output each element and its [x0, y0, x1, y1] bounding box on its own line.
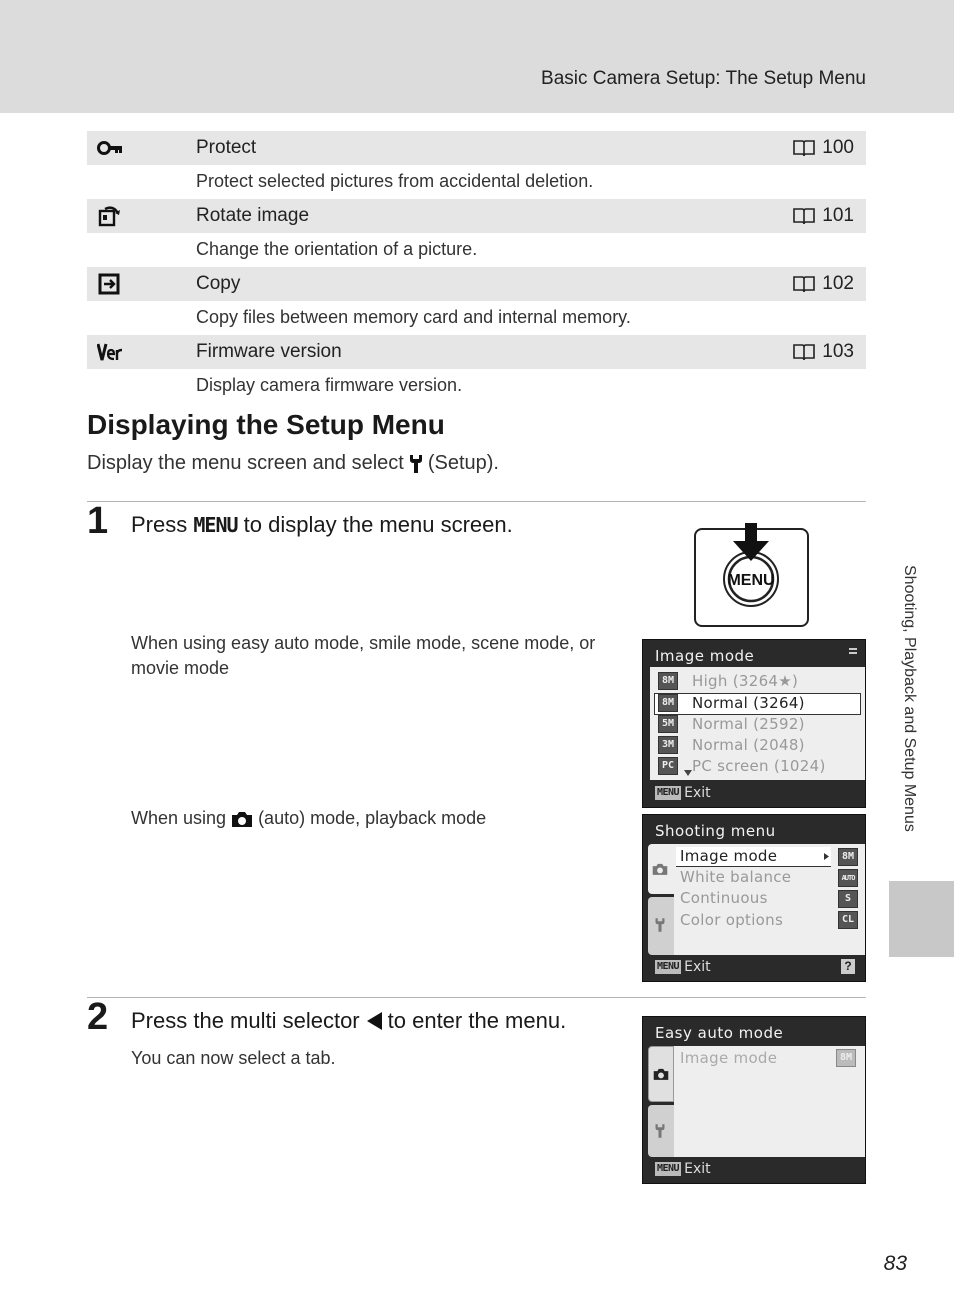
wrench-tab-icon: [654, 917, 666, 933]
camera-screen-image-mode: [642, 639, 866, 808]
list-item[interactable]: Continuous: [680, 889, 768, 907]
menu-badge-icon: MENU: [657, 961, 680, 972]
chapter-tab: [889, 881, 954, 957]
list-item[interactable]: Color options: [680, 911, 784, 929]
page-header-title: Basic Camera Setup: The Setup Menu: [541, 68, 866, 89]
wrench-tab-icon: [654, 1123, 666, 1139]
tab-setup[interactable]: [648, 1105, 674, 1157]
menu-badge-icon: MENU: [657, 1163, 680, 1174]
list-item[interactable]: Normal (2592): [692, 715, 805, 733]
menu-badge-icon: MENU: [657, 787, 680, 798]
image-size-icon: 8M: [658, 694, 678, 712]
firmware-ver-icon: [97, 341, 123, 363]
book-icon: [792, 343, 816, 362]
exit-hint: MENU Exit: [657, 1161, 711, 1177]
menu-button-glyph: MENU: [193, 513, 238, 537]
section-subtitle: Display the menu screen and select (Setup).: [87, 452, 499, 474]
setting-value-icon: AUTO: [838, 869, 858, 887]
setting-value-icon: S: [838, 890, 858, 908]
image-mode-list: [650, 667, 865, 780]
screen-title: Easy auto mode: [655, 1024, 784, 1042]
rotate-image-icon: [97, 205, 123, 227]
menu-row-description: Display camera firmware version.: [87, 369, 866, 403]
list-item[interactable]: Normal (2048): [692, 736, 805, 754]
page-reference: 103: [792, 341, 854, 363]
menu-row-name: Protect: [196, 137, 257, 158]
menu-row-description: Change the orientation of a picture.: [87, 233, 866, 267]
menu-row-name: Copy: [196, 273, 241, 294]
menu-row-description: Copy files between memory card and internal memory.: [87, 301, 866, 335]
menu-row-name: Rotate image: [196, 205, 310, 226]
page-reference: 102: [792, 273, 854, 295]
side-chapter-label: Shooting, Playback and Setup Menus: [901, 565, 918, 832]
setting-value-icon: CL: [838, 911, 858, 929]
exit-hint: MENU Exit: [657, 959, 711, 975]
setup-menu-table: [87, 131, 866, 403]
scroll-down-icon: [684, 770, 692, 776]
menu-row-firmware-version: [87, 335, 866, 369]
menu-row-description: Protect selected pictures from accidental deletion.: [87, 165, 866, 199]
easy-auto-list: [674, 1046, 865, 1157]
tab-easy-auto[interactable]: [648, 1046, 674, 1102]
step-number: 2: [87, 996, 109, 1038]
wrench-setup-icon: [408, 454, 424, 474]
book-icon: [792, 275, 816, 294]
arrow-right-icon: [824, 853, 829, 860]
tab-shooting[interactable]: [648, 844, 674, 894]
setting-value-icon: 8M: [838, 848, 858, 866]
setting-value-icon: 8M: [836, 1049, 856, 1067]
easy-auto-camera-icon: [653, 1067, 669, 1081]
page-reference: 100: [792, 137, 854, 159]
step-number: 1: [87, 500, 109, 542]
menu-button-label: MENU: [727, 572, 775, 589]
shooting-menu-list: [674, 844, 865, 955]
camera-screen-easy-auto-mode: [642, 1016, 866, 1184]
menu-button-illustration: [694, 519, 809, 627]
header-band: [0, 0, 954, 113]
protect-key-icon: [97, 137, 123, 159]
scroll-indicator-icon: [849, 647, 857, 657]
screen-title: Shooting menu: [655, 822, 776, 840]
section-title: Displaying the Setup Menu: [87, 409, 445, 440]
divider: [87, 997, 866, 998]
menu-row-protect: [87, 131, 866, 165]
image-size-icon: 3M: [658, 736, 678, 754]
list-item[interactable]: High (3264★): [692, 672, 799, 690]
book-icon: [792, 207, 816, 226]
menu-row-rotate-image: [87, 199, 866, 233]
list-item[interactable]: White balance: [680, 868, 792, 886]
image-size-icon: PC: [658, 757, 678, 775]
menu-row-copy: [87, 267, 866, 301]
book-icon: [792, 139, 816, 158]
list-item[interactable]: PC screen (1024): [692, 757, 826, 775]
list-item[interactable]: Image mode: [680, 847, 778, 865]
copy-icon: [97, 273, 123, 295]
exit-hint: MENU Exit: [657, 785, 711, 801]
step-instruction: Press the multi selector to enter the menu.: [131, 1008, 567, 1033]
list-item[interactable]: Normal (3264): [692, 694, 805, 712]
note-easy-auto: When using easy auto mode, smile mode, scene mode, or movie mode: [131, 633, 596, 678]
screen-title: Image mode: [655, 647, 755, 665]
image-size-icon: 5M: [658, 715, 678, 733]
note-auto-mode: When using (auto) mode, playback mode: [131, 808, 487, 828]
camera-screen-shooting-menu: [642, 814, 866, 982]
page-reference: 101: [792, 205, 854, 227]
divider: [87, 501, 866, 502]
camera-tab-icon: [652, 862, 668, 876]
step-instruction: Press MENU to display the menu screen.: [131, 512, 513, 537]
list-item[interactable]: Image mode: [680, 1049, 778, 1067]
arrow-left-icon: [366, 1012, 382, 1030]
tab-setup[interactable]: [648, 897, 674, 955]
help-icon: ?: [841, 959, 855, 974]
camera-icon: [231, 810, 253, 828]
image-size-icon: 8M: [658, 672, 678, 690]
page-number: 83: [883, 1252, 907, 1275]
menu-row-name: Firmware version: [196, 341, 342, 362]
step-note: You can now select a tab.: [131, 1048, 336, 1068]
